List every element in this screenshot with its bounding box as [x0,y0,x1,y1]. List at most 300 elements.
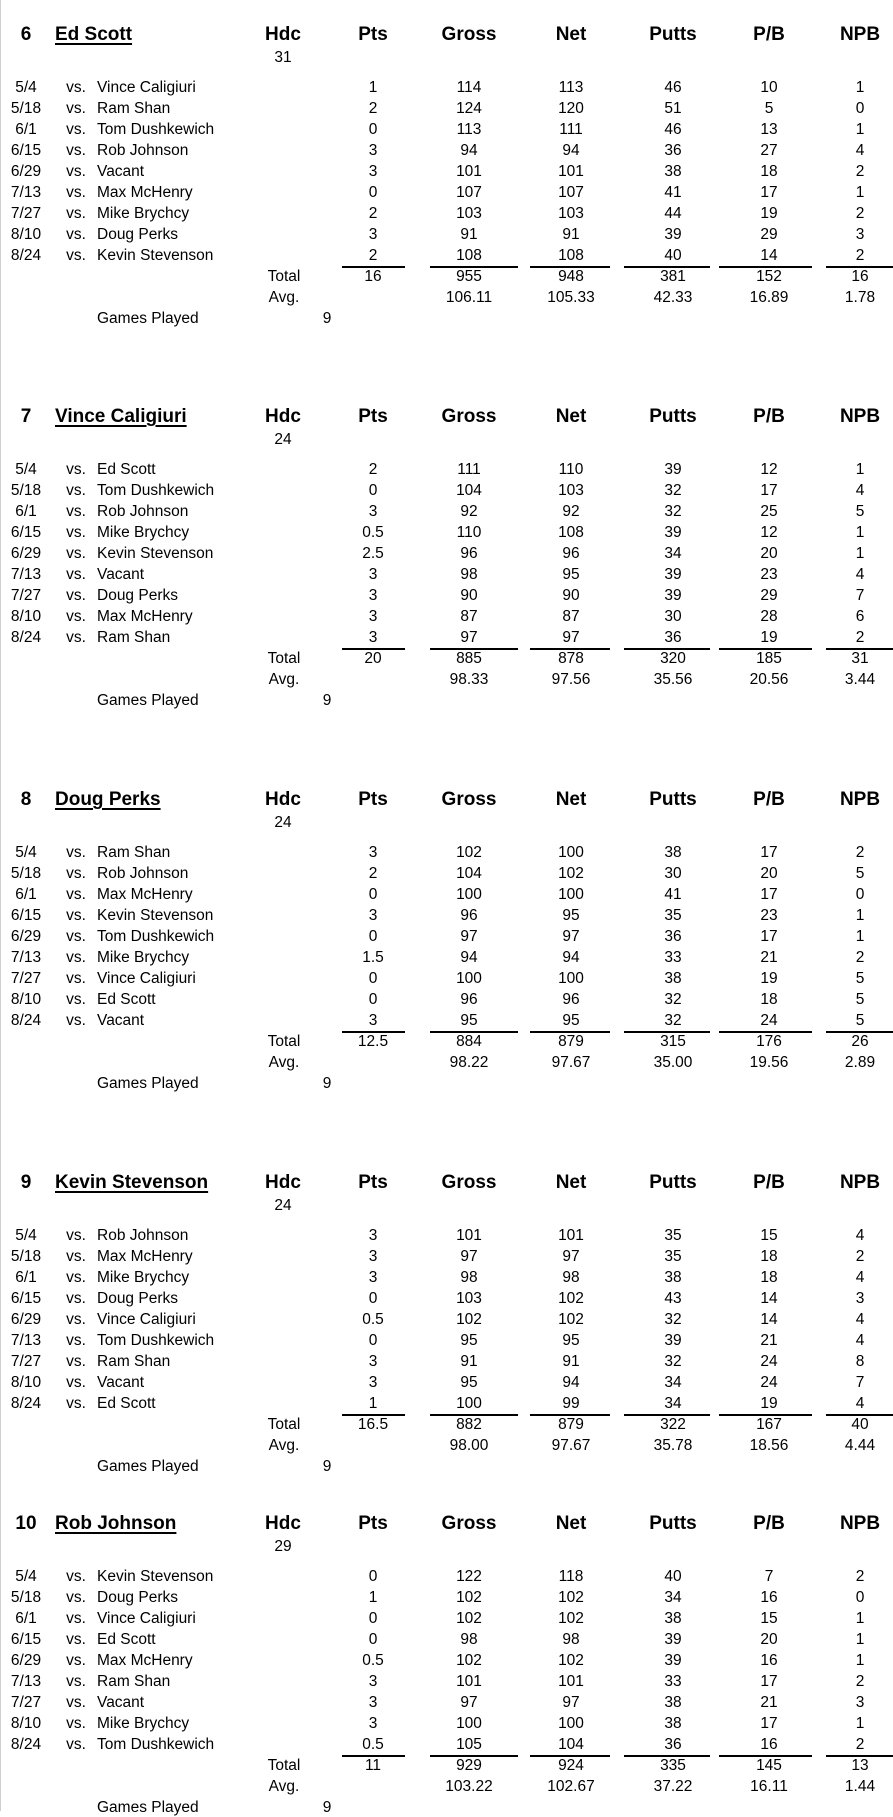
player-name: Doug Perks [55,789,161,810]
round-pts: 3 [368,1227,378,1244]
round-npb: 3 [855,1694,865,1711]
round-pts: 2 [368,100,378,117]
vs-label: vs. [66,886,86,903]
round-date: 6/15 [10,1290,42,1307]
round-net: 113 [558,79,584,96]
round-gross: 101 [456,163,482,180]
round-net: 96 [562,545,580,562]
round-putts: 39 [664,524,682,541]
round-gross: 100 [456,1715,482,1732]
header-pts: Pts [358,1172,388,1193]
round-date: 8/10 [10,1374,42,1391]
vs-label: vs. [66,545,86,562]
round-date: 6/29 [10,928,42,945]
round-gross: 94 [460,949,478,966]
round-gross: 98 [460,1631,478,1648]
total-putts: 322 [660,1416,686,1433]
round-pts: 2 [368,205,378,222]
total-gross: 884 [456,1033,482,1050]
round-pb: 10 [760,79,778,96]
header-npb: NPB [839,1172,881,1193]
round-npb: 1 [855,1715,865,1732]
round-putts: 46 [664,121,682,138]
round-pts: 3 [368,566,378,583]
round-net: 98 [562,1269,580,1286]
total-net: 948 [558,268,584,285]
round-gross: 91 [460,1353,478,1370]
round-pts: 0 [368,1332,378,1349]
avg-gross: 98.22 [449,1054,489,1071]
round-pb: 19 [760,205,778,222]
total-pb: 185 [756,650,782,667]
round-net: 103 [558,205,584,222]
avg-putts: 37.22 [653,1778,693,1795]
round-pb: 18 [760,1269,778,1286]
player-number: 8 [20,789,32,810]
round-pts: 0 [368,184,378,201]
round-net: 97 [562,928,580,945]
round-pb: 17 [760,1673,778,1690]
round-gross: 91 [460,226,478,243]
round-date: 6/15 [10,1631,42,1648]
round-pts: 2 [368,247,378,264]
avg-net: 105.33 [547,289,595,306]
round-npb: 2 [855,629,865,646]
handicap-value: 24 [274,814,292,831]
round-npb: 2 [855,1736,865,1753]
avg-pb: 16.11 [750,1778,788,1795]
vs-label: vs. [66,1269,86,1286]
round-gross: 96 [460,907,478,924]
opponent-name: Mike Brychcy [97,1715,190,1732]
round-net: 97 [562,1248,580,1265]
player-name: Kevin Stevenson [55,1172,209,1193]
round-putts: 43 [664,1290,682,1307]
round-gross: 124 [456,100,482,117]
round-pb: 25 [760,503,778,520]
vs-label: vs. [66,1610,86,1627]
total-pb: 167 [756,1416,782,1433]
vs-label: vs. [66,1012,86,1029]
round-putts: 38 [664,1269,682,1286]
total-label: Total [267,650,301,667]
games-played-value: 9 [322,310,332,327]
round-npb: 4 [855,566,865,583]
opponent-name: Mike Brychcy [97,205,190,222]
opponent-name: Vince Caligiuri [97,1610,196,1627]
round-pts: 0.5 [362,1311,384,1328]
round-npb: 1 [855,907,865,924]
round-pb: 20 [760,545,778,562]
round-putts: 41 [664,184,682,201]
round-net: 98 [562,1631,580,1648]
round-npb: 4 [855,1311,865,1328]
round-gross: 95 [460,1012,478,1029]
round-putts: 46 [664,79,682,96]
round-pb: 17 [760,184,778,201]
total-npb: 16 [851,268,869,285]
opponent-name: Kevin Stevenson [97,545,214,562]
header-putts: Putts [649,24,697,45]
round-date: 5/4 [15,844,37,861]
total-net: 879 [558,1033,584,1050]
vs-label: vs. [66,79,86,96]
round-putts: 39 [664,587,682,604]
round-date: 5/18 [10,865,42,882]
player-number: 6 [20,24,32,45]
round-npb: 5 [855,503,865,520]
round-gross: 100 [456,970,482,987]
opponent-name: Vacant [97,1374,145,1391]
round-putts: 39 [664,461,682,478]
round-gross: 100 [456,1395,482,1412]
opponent-name: Vince Caligiuri [97,970,196,987]
round-date: 8/10 [10,226,42,243]
round-date: 6/15 [10,907,42,924]
round-pb: 5 [764,100,774,117]
total-npb: 26 [851,1033,869,1050]
round-date: 5/18 [10,100,42,117]
avg-gross: 98.00 [449,1437,489,1454]
round-putts: 36 [664,142,682,159]
round-pb: 24 [760,1374,778,1391]
round-net: 90 [562,587,580,604]
total-label: Total [267,1033,301,1050]
vs-label: vs. [66,991,86,1008]
opponent-name: Vacant [97,566,145,583]
vs-label: vs. [66,1248,86,1265]
header-net: Net [555,24,587,45]
round-date: 6/1 [15,886,37,903]
avg-label: Avg. [268,671,300,688]
round-pts: 2 [368,865,378,882]
round-net: 102 [558,1311,584,1328]
vs-label: vs. [66,949,86,966]
round-pts: 0 [368,1568,378,1585]
round-putts: 32 [664,991,682,1008]
header-putts: Putts [649,406,697,427]
round-pb: 29 [760,226,778,243]
header-net: Net [555,1513,587,1534]
round-date: 7/13 [10,1673,42,1690]
round-putts: 36 [664,928,682,945]
round-npb: 2 [855,163,865,180]
round-pb: 21 [760,1694,778,1711]
handicap-value: 31 [274,49,292,66]
vs-label: vs. [66,1715,86,1732]
opponent-name: Vacant [97,1012,145,1029]
opponent-name: Tom Dushkewich [97,482,215,499]
round-pts: 3 [368,1269,378,1286]
vs-label: vs. [66,524,86,541]
round-pb: 19 [760,970,778,987]
round-putts: 38 [664,844,682,861]
round-net: 97 [562,629,580,646]
vs-label: vs. [66,100,86,117]
avg-pb: 18.56 [749,1437,789,1454]
round-net: 102 [558,1290,584,1307]
round-pts: 3 [368,1715,378,1732]
round-pb: 27 [760,142,778,159]
round-putts: 32 [664,1353,682,1370]
total-gross: 882 [456,1416,482,1433]
avg-putts: 35.78 [653,1437,693,1454]
round-gross: 90 [460,587,478,604]
round-npb: 2 [855,844,865,861]
opponent-name: Vacant [97,1694,145,1711]
avg-label: Avg. [268,1054,300,1071]
round-pb: 17 [760,886,778,903]
vs-label: vs. [66,629,86,646]
opponent-name: Ram Shan [97,1673,171,1690]
opponent-name: Tom Dushkewich [97,928,215,945]
round-gross: 96 [460,991,478,1008]
round-net: 91 [562,226,580,243]
opponent-name: Ram Shan [97,629,171,646]
total-pb: 176 [756,1033,782,1050]
round-pts: 2.5 [362,545,384,562]
opponent-name: Vince Caligiuri [97,1311,196,1328]
round-putts: 32 [664,503,682,520]
round-putts: 33 [664,949,682,966]
opponent-name: Mike Brychcy [97,524,190,541]
opponent-name: Tom Dushkewich [97,121,215,138]
round-putts: 35 [664,1248,682,1265]
opponent-name: Doug Perks [97,587,178,604]
total-putts: 315 [660,1033,686,1050]
round-net: 102 [558,1589,584,1606]
round-pb: 15 [760,1227,778,1244]
round-date: 6/1 [15,121,37,138]
total-putts: 335 [660,1757,686,1774]
round-gross: 110 [456,524,482,541]
vs-label: vs. [66,461,86,478]
opponent-name: Rob Johnson [97,503,189,520]
round-putts: 39 [664,566,682,583]
round-pb: 14 [760,247,778,264]
round-net: 111 [559,121,583,138]
round-npb: 5 [855,970,865,987]
round-npb: 2 [855,949,865,966]
total-net: 879 [558,1416,584,1433]
round-net: 108 [558,524,584,541]
round-putts: 39 [664,1652,682,1669]
vs-label: vs. [66,907,86,924]
round-date: 8/24 [10,1736,42,1753]
opponent-name: Kevin Stevenson [97,907,214,924]
avg-npb: 1.44 [844,1778,876,1795]
player-number: 7 [20,406,32,427]
avg-label: Avg. [268,289,300,306]
round-pts: 0 [368,1290,378,1307]
round-pts: 3 [368,226,378,243]
round-pts: 1 [368,1395,378,1412]
round-pb: 12 [760,461,778,478]
header-putts: Putts [649,1513,697,1534]
avg-npb: 1.78 [844,289,876,306]
games-played-label: Games Played [97,1075,199,1092]
avg-putts: 42.33 [653,289,693,306]
round-putts: 44 [664,205,682,222]
avg-pb: 19.56 [749,1054,789,1071]
opponent-name: Max McHenry [97,886,193,903]
round-pts: 0 [368,482,378,499]
round-pb: 21 [760,949,778,966]
round-putts: 32 [664,482,682,499]
opponent-name: Rob Johnson [97,865,189,882]
round-pb: 12 [760,524,778,541]
round-gross: 113 [456,121,482,138]
round-putts: 35 [664,1227,682,1244]
opponent-name: Kevin Stevenson [97,1568,214,1585]
round-pb: 24 [760,1353,778,1370]
opponent-name: Doug Perks [97,226,178,243]
round-gross: 98 [460,566,478,583]
header-hdc: Hdc [265,1513,301,1534]
round-gross: 95 [460,1374,478,1391]
round-date: 6/29 [10,545,42,562]
header-hdc: Hdc [265,406,301,427]
round-date: 6/15 [10,524,42,541]
round-date: 8/10 [10,991,42,1008]
opponent-name: Rob Johnson [97,142,189,159]
round-putts: 32 [664,1012,682,1029]
round-gross: 94 [460,142,478,159]
round-gross: 101 [456,1673,482,1690]
total-gross: 955 [456,268,482,285]
round-gross: 102 [456,1311,482,1328]
vs-label: vs. [66,566,86,583]
opponent-name: Ram Shan [97,844,171,861]
round-date: 8/10 [10,608,42,625]
header-pts: Pts [358,1513,388,1534]
round-date: 6/29 [10,1311,42,1328]
header-net: Net [555,1172,587,1193]
vs-label: vs. [66,482,86,499]
header-npb: NPB [839,789,881,810]
opponent-name: Ed Scott [97,461,156,478]
round-gross: 97 [460,629,478,646]
vs-label: vs. [66,1694,86,1711]
round-pts: 0.5 [362,1652,384,1669]
header-putts: Putts [649,789,697,810]
round-pb: 21 [760,1332,778,1349]
round-net: 99 [562,1395,580,1412]
round-putts: 34 [664,1395,682,1412]
page-left-border [0,0,1,1811]
round-npb: 4 [855,1332,865,1349]
round-pts: 2 [368,461,378,478]
avg-net: 97.56 [551,671,591,688]
vs-label: vs. [66,184,86,201]
avg-label: Avg. [268,1437,300,1454]
total-pb: 152 [756,268,782,285]
round-pb: 14 [760,1290,778,1307]
header-hdc: Hdc [265,789,301,810]
opponent-name: Doug Perks [97,1589,178,1606]
round-putts: 38 [664,1715,682,1732]
round-gross: 102 [456,1589,482,1606]
round-pb: 29 [760,587,778,604]
header-gross: Gross [441,1513,497,1534]
round-npb: 0 [855,100,865,117]
round-pb: 17 [760,482,778,499]
games-played-label: Games Played [97,692,199,709]
round-date: 6/29 [10,1652,42,1669]
round-pts: 3 [368,844,378,861]
round-npb: 7 [855,587,865,604]
total-label: Total [267,1757,301,1774]
round-net: 101 [558,163,584,180]
round-putts: 38 [664,970,682,987]
round-putts: 36 [664,629,682,646]
round-net: 108 [558,247,584,264]
opponent-name: Doug Perks [97,1290,178,1307]
round-pb: 20 [760,1631,778,1648]
handicap-value: 29 [274,1538,292,1555]
round-putts: 39 [664,1332,682,1349]
round-net: 102 [558,1610,584,1627]
round-pb: 19 [760,1395,778,1412]
total-net: 878 [558,650,584,667]
round-date: 5/18 [10,482,42,499]
round-date: 7/13 [10,566,42,583]
round-date: 5/4 [15,1568,37,1585]
round-gross: 87 [460,608,478,625]
round-gross: 108 [456,247,482,264]
round-gross: 95 [460,1332,478,1349]
total-pb: 145 [756,1757,782,1774]
header-pb: P/B [753,789,785,810]
round-pts: 0 [368,1610,378,1627]
round-net: 92 [562,503,580,520]
avg-net: 97.67 [551,1437,591,1454]
header-npb: NPB [839,1513,881,1534]
round-pts: 0.5 [362,524,384,541]
round-net: 94 [562,142,580,159]
round-net: 101 [558,1673,584,1690]
header-net: Net [555,406,587,427]
round-npb: 1 [855,524,865,541]
total-pts: 16 [364,268,382,285]
header-pts: Pts [358,24,388,45]
round-putts: 32 [664,1311,682,1328]
round-npb: 4 [855,142,865,159]
vs-label: vs. [66,1374,86,1391]
vs-label: vs. [66,608,86,625]
round-net: 104 [558,1736,584,1753]
round-pts: 1.5 [362,949,384,966]
round-date: 5/18 [10,1589,42,1606]
opponent-name: Ram Shan [97,1353,171,1370]
round-pts: 3 [368,1673,378,1690]
round-putts: 36 [664,1736,682,1753]
round-pts: 1 [368,79,378,96]
round-gross: 105 [456,1736,482,1753]
header-gross: Gross [441,24,497,45]
opponent-name: Max McHenry [97,1652,193,1669]
vs-label: vs. [66,1589,86,1606]
avg-gross: 98.33 [449,671,489,688]
vs-label: vs. [66,1332,86,1349]
round-date: 6/15 [10,142,42,159]
round-net: 94 [562,1374,580,1391]
round-putts: 30 [664,608,682,625]
round-gross: 97 [460,928,478,945]
round-gross: 103 [456,205,482,222]
round-npb: 2 [855,1673,865,1690]
round-pts: 3 [368,503,378,520]
